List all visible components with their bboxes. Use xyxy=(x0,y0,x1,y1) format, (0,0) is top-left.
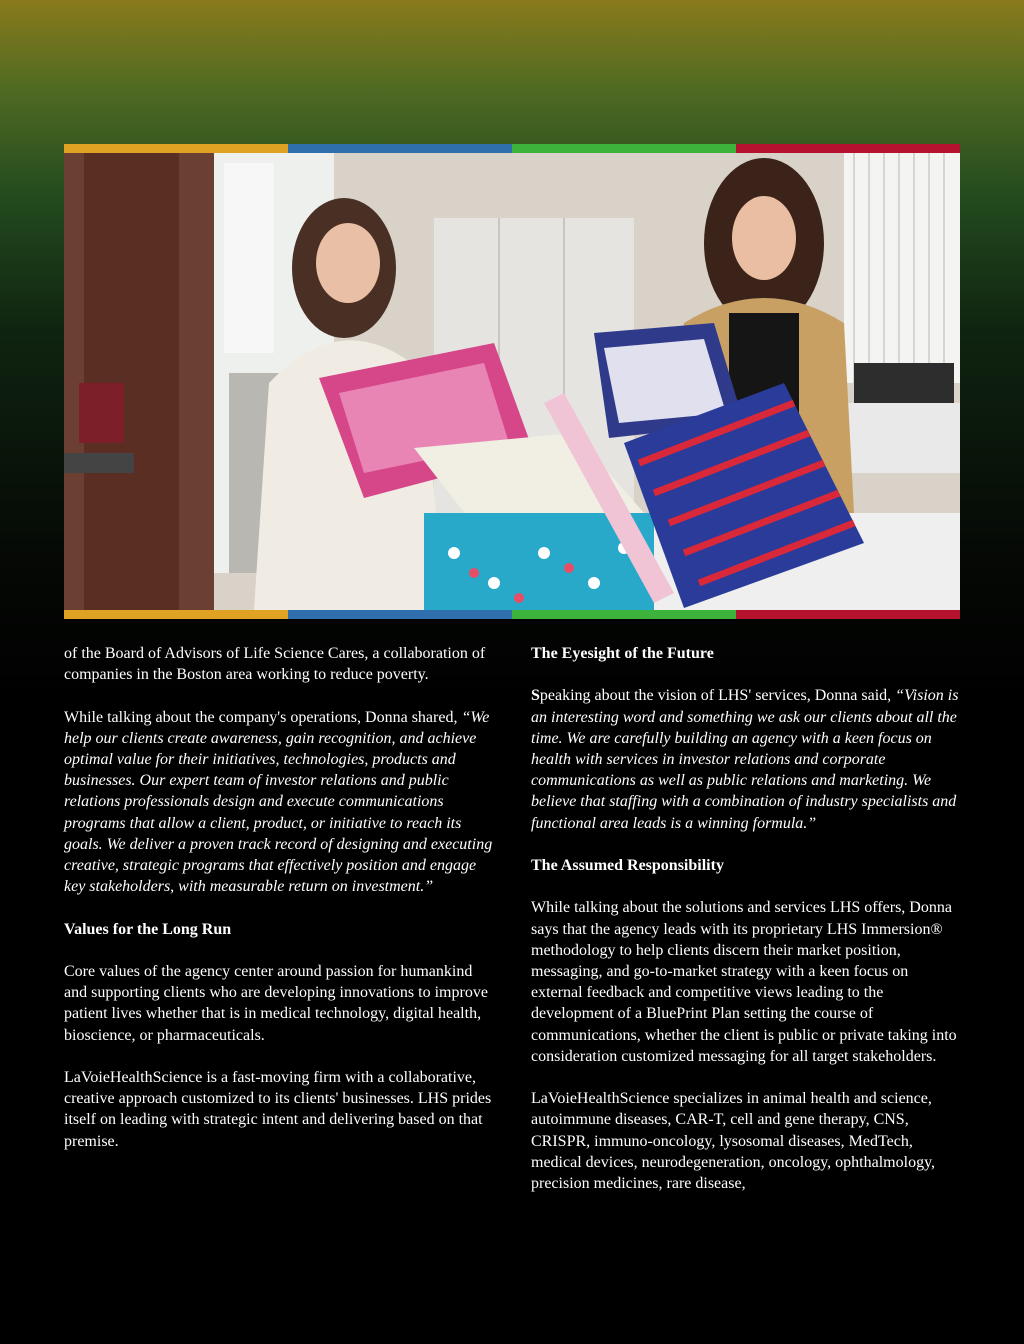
vision-quote: “Vision is an interesting word and something we ask our clients about all the time. We are carefully building an agency with a keen focus on health with services in investor relations and corporate communications as well as public relations and marketing. We believe that staffing with a combination of industry specialists and functional area leads is a winning formula.” xyxy=(531,687,959,832)
vision-intro: peaking about the vision of LHS' services, Donna said, xyxy=(539,687,896,705)
paragraph-core-values: Core values of the agency center around passion for humankind and supporting clients who are developing innovations to improve patient lives whether that is in medical technology, digital health, bioscience, or pharmaceuticals. xyxy=(64,963,488,1044)
top-color-stripe xyxy=(64,144,960,153)
stripe-segment-blue xyxy=(288,610,512,619)
paragraph-company-operations xyxy=(64,707,494,898)
dropcap-letter: S xyxy=(531,687,540,705)
stripe-segment-gold xyxy=(64,144,288,153)
right-text-column xyxy=(531,643,961,1215)
stripe-segment-green xyxy=(512,610,736,619)
heading-eyesight-future: The Eyesight of the Future xyxy=(531,645,714,662)
left-text-column xyxy=(64,643,494,1173)
heading-assumed-responsibility: The Assumed Responsibility xyxy=(531,857,724,874)
stripe-segment-red xyxy=(736,610,960,619)
stripe-segment-blue xyxy=(288,144,512,153)
paragraph-vision xyxy=(531,685,961,833)
bottom-color-stripe xyxy=(64,610,960,619)
photo-two-women-with-gift-boxes xyxy=(64,153,960,610)
operations-quote: “We help our clients create awareness, gain recognition, and achieve optimal value for their initiatives, technologies, products and businesses. Our expert team of investor relations and public relations professionals design and execute communications programs that allow a client, product, or initiative to reach its goals. We deliver a proven track record of designing and executing creative, strategic programs that effectively position and engage key stakeholders, with measurable return on investment.” xyxy=(64,708,493,896)
stripe-segment-green xyxy=(512,144,736,153)
heading-values-long-run: Values for the Long Run xyxy=(64,920,232,938)
operations-intro: While talking about the company's operations, Donna shared, xyxy=(64,708,462,726)
stripe-segment-gold xyxy=(64,610,288,619)
paragraph-specializations: LaVoieHealthScience specializes in animal health and science, autoimmune diseases, CAR-T, cell and gene therapy, CNS, CRISPR, immuno-oncology, lysosomal diseases, MedTech, medical devices, neurodegeneration, oncology, ophthalmology, precision medicines, rare disease, xyxy=(531,1090,936,1193)
paragraph-board-of-advisors: of the Board of Advisors of Life Science Cares, a collaboration of companies in the Boston area working to reduce poverty. xyxy=(64,645,486,684)
paragraph-solutions-services: While talking about the solutions and services LHS offers, Donna says that the agency leads with its proprietary LHS Immersion® methodology to help clients discern their market position, messaging, and go-to-market strategy with a keen focus on external feedback and competitive views leading to the development of a BluePrint Plan setting the course of communications, whether the client is public or private taking into consideration customized messaging for all target stakeholders. xyxy=(531,899,957,1065)
paragraph-fast-moving-firm: LaVoieHealthScience is a fast-moving firm with a collaborative, creative approach customized to its clients' businesses. LHS prides itself on leading with strategic intent and delivering based on that premise. xyxy=(64,1069,492,1150)
stripe-segment-red xyxy=(736,144,960,153)
